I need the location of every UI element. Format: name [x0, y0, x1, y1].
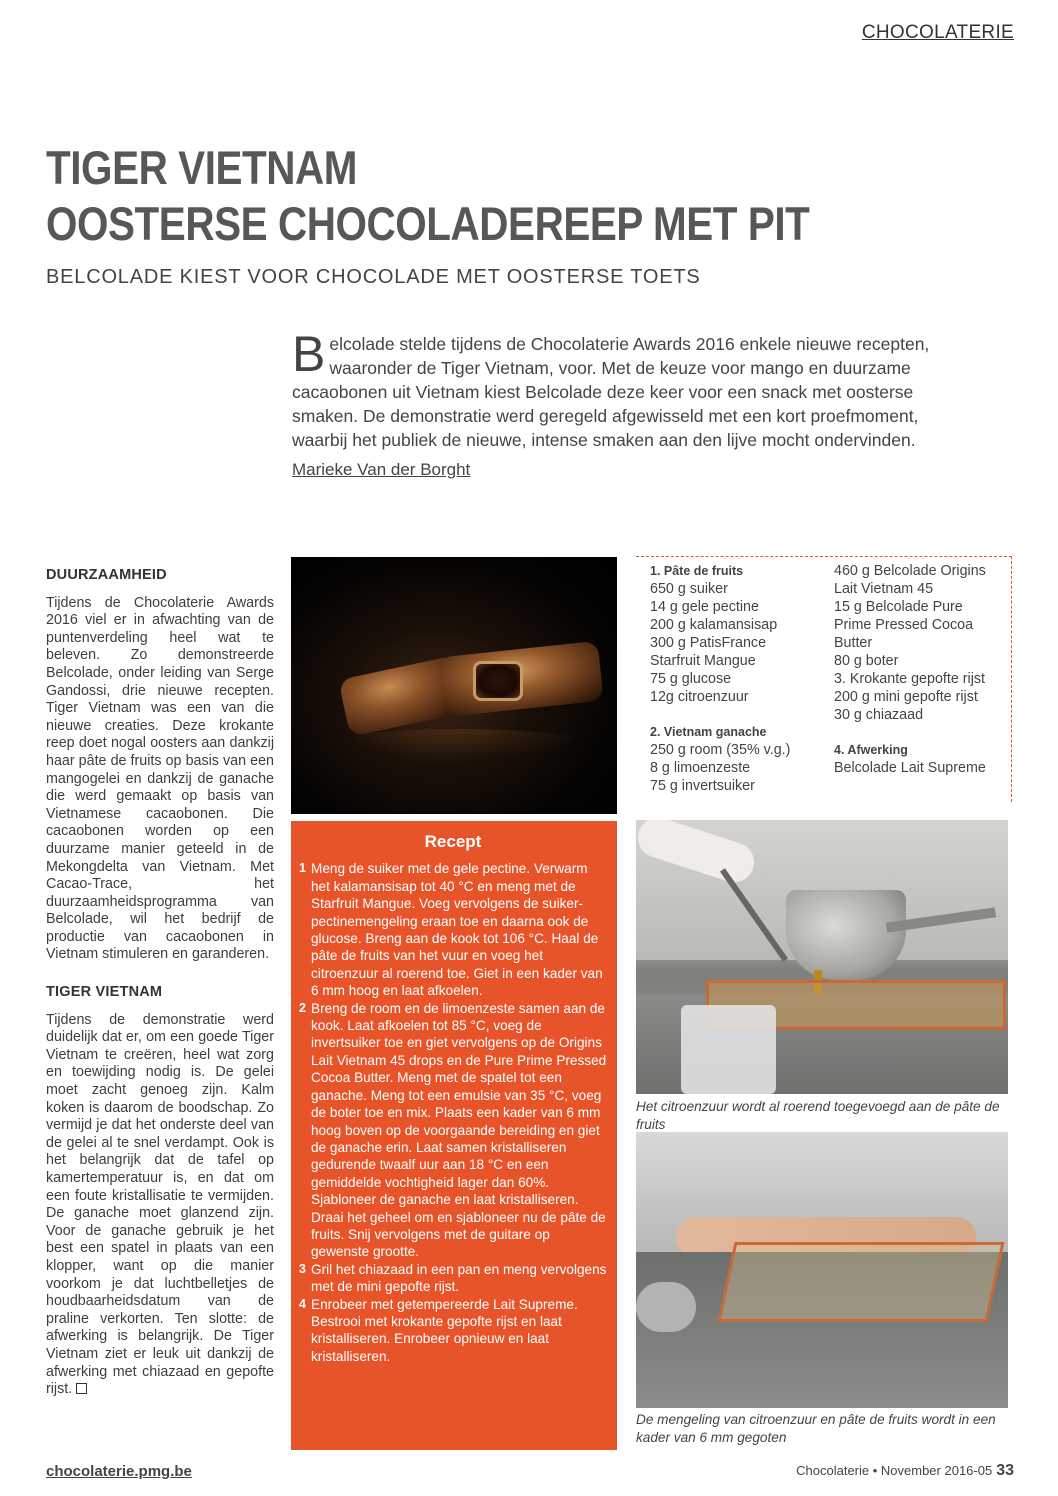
recipe-step [299, 1000, 607, 1261]
footer-website-link[interactable]: chocolaterie.pmg.be [46, 1463, 192, 1480]
article-subtitle: BELCOLADE KIEST VOOR CHOCOLADE MET OOSTERSE TOETS [46, 266, 701, 288]
heading-tiger-vietnam: TIGER VIETNAM [46, 984, 163, 1001]
ingredient-line: 300 g PatisFrance [650, 635, 767, 651]
step-text: Gril het chiazaad in een pan en meng vervolgens met de mini gepofte rijst. [311, 1261, 607, 1295]
ingredient-line: Lait Vietnam 45 [834, 581, 934, 597]
article-title [46, 140, 872, 252]
ingredients-column-2 [834, 562, 1010, 777]
reflection [331, 729, 591, 759]
ingredient-line: 3. Krokante gepofte rijst [834, 671, 985, 687]
caption-photo-1: Het citroenzuur wordt al roerend toegevoegd aan de pâte de fruits [636, 1099, 1000, 1132]
ingredient-line: Prime Pressed Cocoa [834, 617, 974, 633]
acrylic-frame [717, 1242, 1004, 1322]
ingredient-line: 30 g chiazaad [834, 707, 924, 723]
step-number: 1 [299, 861, 306, 876]
title-line-1: TIGER VIETNAM [46, 141, 358, 194]
ingredient-heading: 2. Vietnam ganache [650, 725, 767, 739]
ingredient-line: 650 g suiker [650, 581, 728, 597]
ingredient-line: 80 g boter [834, 653, 899, 669]
ingredient-line: Belcolade Lait Supreme [834, 760, 986, 776]
ingredient-line: 14 g gele pectine [650, 599, 759, 615]
footer-issue [796, 1462, 1014, 1480]
step-number: 3 [299, 1261, 306, 1276]
ingredient-line: 460 g Belcolade Origins [834, 563, 986, 579]
frame-pouring-photo [636, 1132, 1008, 1408]
recipe-step [299, 860, 607, 999]
chocolate-bar-cut [473, 661, 523, 701]
caption-photo-2: De mengeling van citroenzuur en pâte de fruits wordt in een kader van 6 mm gegoten [636, 1412, 996, 1445]
title-line-2: OOSTERSE CHOCOLADEREEP MET PIT [46, 197, 810, 250]
paragraph-tiger-vietnam-text: Tijdens de demonstratie werd duidelijk dat er, om een goede Tiger Vietnam te creëren, heel wat zorg en toewijding nodig is. De gelei moet zacht genoeg zijn. Kalm koken is daarom de boodschap. Zo vermijd je dat het onderste deel van de gelei al te snel verdampt. Ook is het belangrijk dat de tafel op kamertemperatuur is, en dat om een foute kristallisatie te vermijden. De ganache moet glanzend zijn. Voor de ganache gebruik je het best een spatel in plaats van een klopper, want op die manier voorkom je dat luchtbelletjes de houdbaarheidsdatum van de praline verkorten. Ten slotte: de afwerking is belangrijk. De Tiger Vietnam ziet er leuk uit dankzij de afwerking met chiazaad en gepofte rijst. [46, 1011, 274, 1398]
ingredient-gap [650, 706, 840, 723]
ingredient-line: Starfruit Mangue [650, 653, 756, 669]
recipe-steps [299, 860, 607, 1365]
step-text: Meng de suiker met de gele pectine. Verwarm het kalamansisap tot 40 °C en meng met de Starfruit Mangue. Voeg vervolgens de suiker-pectinemengeling eraan toe en daarna ook de glucose. Breng aan de kook tot 106 °C. Haal de pâte de fruits van het vuur en voeg het citroenzuur al roerend toe. Giet in een kader van 6 mm hoog en laat afkoelen. [311, 861, 603, 999]
citric-acid-photo [636, 820, 1008, 1094]
intro-paragraph [292, 326, 932, 452]
ingredient-line: 200 g kalamansisap [650, 617, 778, 633]
ingredient-heading: 4. Afwerking [834, 743, 908, 757]
heading-duurzaamheid: DUURZAAMHEID [46, 567, 167, 583]
ingredient-line: 8 g limoenzeste [650, 760, 751, 776]
pan [786, 890, 906, 980]
step-text: Enrobeer met getempereerde Lait Supreme. Bestrooi met krokante gepofte rijst en laat kristalliseren. Enrobeer opnieuw en laat kristalliseren. [311, 1296, 578, 1364]
recipe-title: Recept [424, 832, 482, 851]
ingredients-box [636, 556, 1012, 802]
paragraph-tiger-vietnam [46, 1012, 274, 1399]
ingredient-line: Butter [834, 635, 873, 651]
ingredients-column-1 [650, 562, 840, 795]
step-number: 2 [299, 1000, 306, 1015]
page-number: 33 [996, 1462, 1014, 1479]
step-text: Breng de room en de limoenzeste samen aan de kook. Laat afkoelen tot 85 °C, voeg de invertsuiker toe en giet vervolgens op de Origins Lait Vietnam 45 drops en de Pure Prime Pressed Cocoa Butter. Meng met de spatel tot een ganache. Meng tot een emulsie van 35 °C, voeg de boter toe en mix. Plaats een kader van 6 mm hoog boven op de voorgaande bereiding en giet de ganache erin. Laat samen kristalliseren gedurende twaalf uur aan 18 °C en een gemiddelde vochtigheid lager dan 60%. Sjabloneer de ganache en laat kristalliseren. Draai het geheel om en sjabloneer nu de pâte de fruits. Snij vervolgens met de guitare op gewenste grootte. [311, 1000, 607, 1260]
ingredient-line: 12g citroenzuur [650, 689, 749, 705]
end-mark-icon [76, 1383, 87, 1394]
author-byline[interactable]: Marieke Van der Borght [292, 460, 471, 479]
plastic-jug [681, 1005, 776, 1094]
section-label: CHOCOLATERIE [861, 22, 1014, 43]
recipe-step [299, 1296, 607, 1366]
recipe-step [299, 1261, 607, 1296]
ingredient-line: 75 g invertsuiker [650, 778, 755, 794]
ingredient-line: 250 g room (35% v.g.) [650, 742, 791, 758]
recipe-box [291, 821, 617, 1450]
step-number: 4 [299, 1296, 306, 1311]
intro-text: elcolade stelde tijdens de Chocolaterie Awards 2016 enkele nieuwe recepten, waaronder de Tiger Vietnam, voor. Met de keuze voor mango en duurzame cacaobonen uit Vietnam kiest Belcolade deze keer voor een snack met oosterse smaken. De demonstratie werd geregeld afgewisseld met een kort proefmoment, waarbij het publiek de nieuwe, intense smaken aan den lijve mocht ondervinden. [292, 334, 930, 450]
chocolate-bar-photo [291, 557, 617, 814]
body-column [46, 567, 274, 1399]
ingredient-line: 200 g mini gepofte rijst [834, 689, 978, 705]
issue-label: Chocolaterie • November 2016-05 [796, 1463, 993, 1478]
ingredient-line: 75 g glucose [650, 671, 732, 687]
drop-cap: B [292, 326, 326, 382]
small-bowl [636, 1282, 696, 1332]
ingredient-line: 15 g Belcolade Pure [834, 599, 963, 615]
paragraph-duurzaamheid: Tijdens de Chocolaterie Awards 2016 viel er in afwachting van de puntenverdeling heel wat te beleven. Zo demonstreerde Belcolade, onder leiding van Serge Gandossi, drie nieuwe recepten. Tiger Vietnam was een van die nieuwe creaties. Deze krokante reep doet nogal oosters aan dankzij haar pâte de fruits op basis van een mangogelei en dankzij de ganache die werd gemaakt op basis van Vietnamese cacaobonen. Die cacaobonen worden op een duurzame manier geteeld in de Mekongdelta van Vietnam. Met Cacao-Trace, het duurzaamheidsprogramma van Belcolade, wil het bedrijf de productie van cacaobonen in Vietnam stimuleren en garanderen. [46, 594, 274, 963]
ingredient-heading: 1. Pâte de fruits [650, 564, 744, 578]
ingredient-gap [834, 724, 1010, 741]
